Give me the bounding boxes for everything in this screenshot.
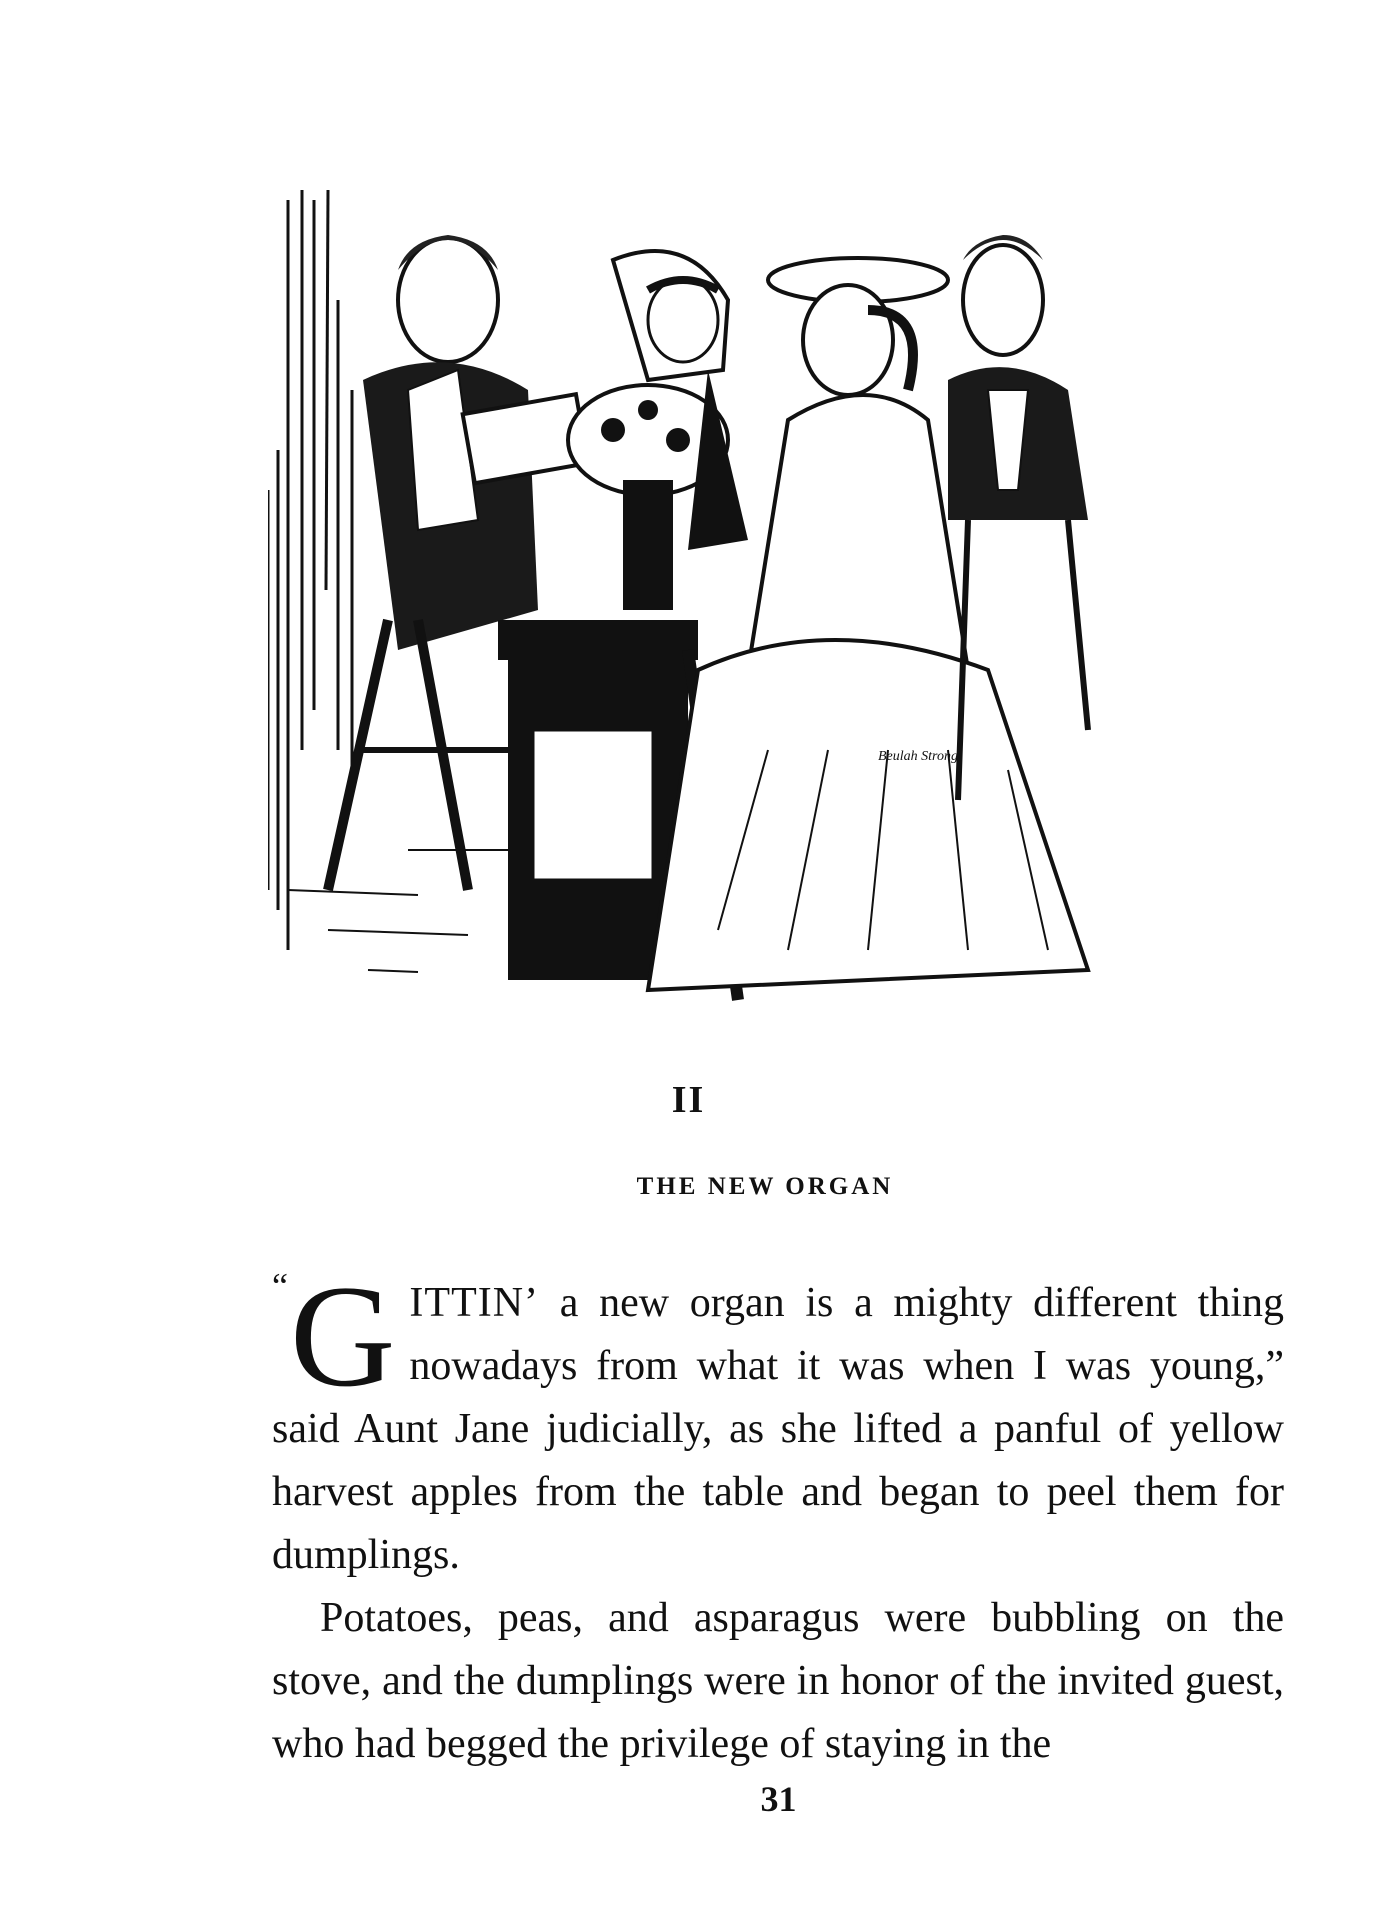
floor-lines	[288, 850, 508, 972]
illustration	[268, 190, 1303, 1050]
artist-signature: Beulah Strong	[878, 749, 958, 764]
paragraph-1-text: a new organ is a mighty different thing nowadays from what it was when I was young,” said Aunt Jane judicially, as she lifted a panful of yellow harvest apples from the table and began to peel them for dumplings.	[272, 1280, 1284, 1578]
page-number: 31	[760, 1779, 797, 1819]
chapter-title: THE NEW ORGAN	[636, 1173, 894, 1200]
paragraph-2: Potatoes, peas, and asparagus were bubbling on the stove, and the dumplings were in honor of the invited guest, who had begged the privilege of staying in the	[272, 1595, 1284, 1767]
paragraph-1	[272, 1255, 1284, 1587]
opening-quote: “	[272, 1266, 288, 1306]
body-text	[272, 1255, 1284, 1776]
chapter-number: II	[671, 1079, 706, 1121]
drop-cap: G	[289, 1255, 396, 1417]
first-word: ITTIN’	[409, 1280, 540, 1326]
engraving-illustration	[268, 190, 1303, 1050]
